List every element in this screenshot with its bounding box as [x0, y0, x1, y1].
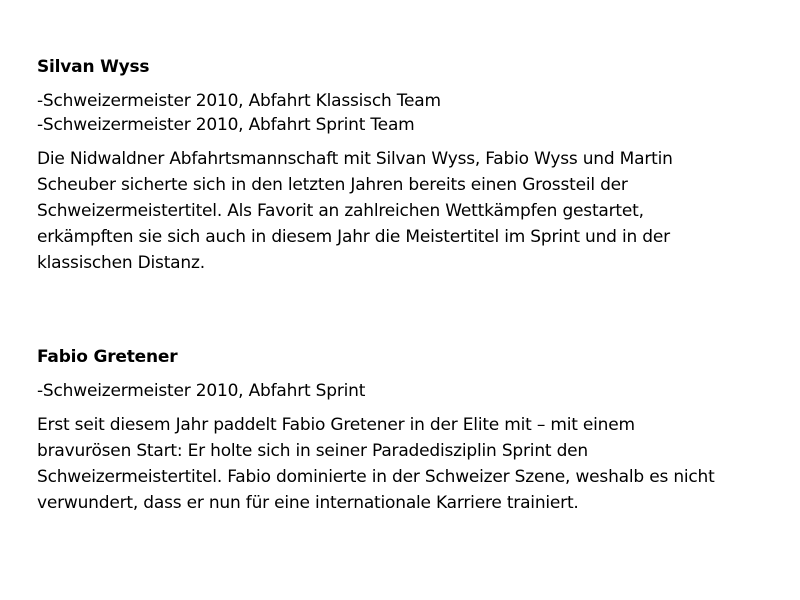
description-line: bravurösen Start: Er holte sich in seiner Paradedisziplin Sprint den: [37, 441, 588, 461]
description-line: Schweizermeistertitel. Als Favorit an zahlreichen Wettkämpfen gestartet,: [37, 201, 644, 221]
description-line: Die Nidwaldner Abfahrtsmannschaft mit Silvan Wyss, Fabio Wyss und Martin: [37, 149, 673, 169]
athlete-section-fabio-gretener: [37, 346, 777, 516]
title-item: -Schweizermeister 2010, Abfahrt Sprint: [37, 381, 366, 401]
athlete-description: [37, 412, 777, 516]
description-line: erkämpften sie sich auch in diesem Jahr die Meistertitel im Sprint und in der: [37, 227, 670, 247]
athlete-name: Fabio Gretener: [37, 347, 178, 367]
title-item: -Schweizermeister 2010, Abfahrt Sprint Team: [37, 115, 415, 135]
athlete-name: Silvan Wyss: [37, 57, 150, 77]
title-item: -Schweizermeister 2010, Abfahrt Klassisch Team: [37, 91, 441, 111]
title-list: [37, 89, 777, 137]
athlete-description: [37, 146, 777, 276]
description-line: klassischen Distanz.: [37, 253, 205, 273]
title-list: [37, 379, 777, 403]
description-line: verwundert, dass er nun für eine internationale Karriere trainiert.: [37, 493, 579, 513]
athlete-section-silvan-wyss: [37, 56, 777, 276]
description-line: Scheuber sicherte sich in den letzten Jahren bereits einen Grossteil der: [37, 175, 628, 195]
description-line: Schweizermeistertitel. Fabio dominierte in der Schweizer Szene, weshalb es nicht: [37, 467, 715, 487]
description-line: Erst seit diesem Jahr paddelt Fabio Gretener in der Elite mit – mit einem: [37, 415, 635, 435]
